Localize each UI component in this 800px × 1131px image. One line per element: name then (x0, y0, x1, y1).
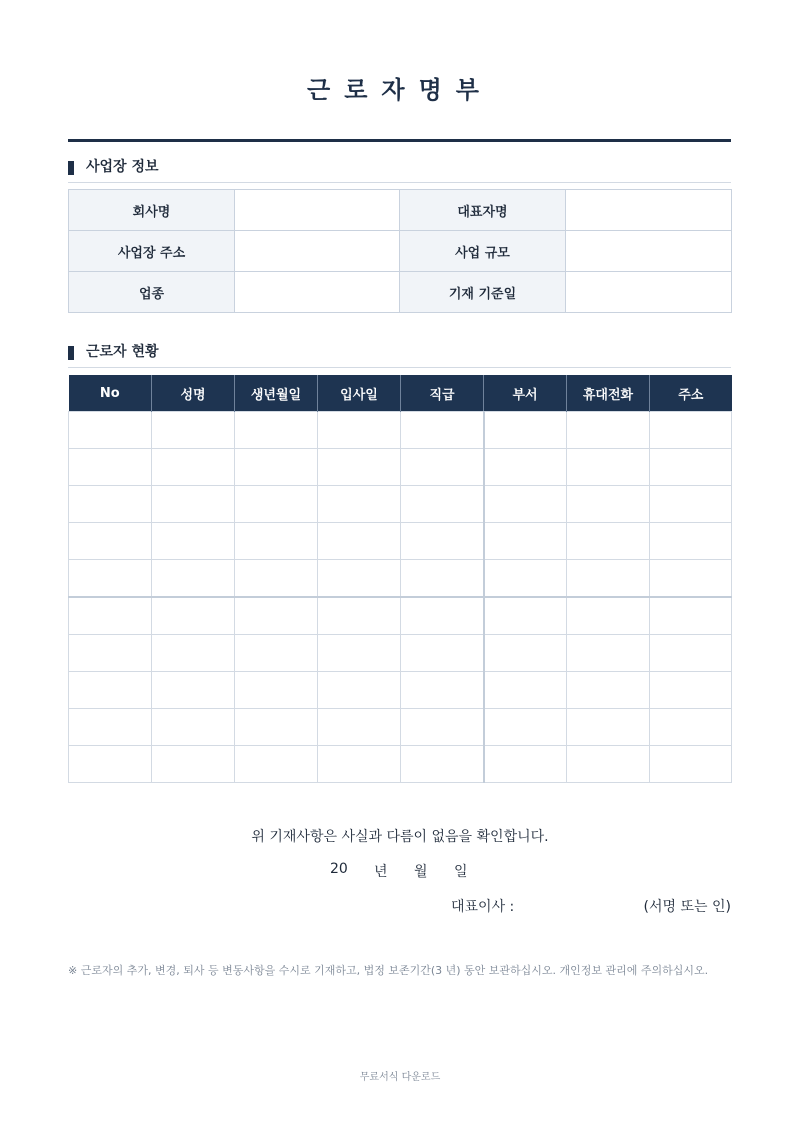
table-cell[interactable] (318, 746, 401, 783)
table-cell[interactable] (650, 746, 732, 783)
info-row (69, 190, 732, 231)
column-header: 직급 (401, 375, 484, 412)
table-cell[interactable] (484, 412, 567, 449)
title-divider (68, 139, 731, 142)
table-cell[interactable] (401, 449, 484, 486)
table-cell[interactable] (484, 635, 567, 672)
table-cell[interactable] (567, 635, 650, 672)
table-cell[interactable] (401, 635, 484, 672)
signer-label: 대표이사 : (451, 899, 515, 915)
table-header-row (69, 375, 732, 412)
table-cell[interactable] (152, 746, 235, 783)
table-row (69, 449, 732, 486)
section-heading-employees (68, 343, 731, 368)
table-cell[interactable] (235, 560, 318, 598)
table-cell[interactable] (401, 412, 484, 449)
table-cell[interactable] (69, 449, 152, 486)
month-unit: 월 (414, 864, 428, 880)
table-row (69, 597, 732, 635)
column-header: 부서 (484, 375, 567, 412)
table-cell[interactable] (318, 709, 401, 746)
section-marker (68, 161, 74, 175)
table-cell[interactable] (650, 597, 732, 635)
table-cell[interactable] (69, 746, 152, 783)
table-cell[interactable] (318, 597, 401, 635)
table-cell[interactable] (567, 523, 650, 560)
table-row (69, 486, 732, 523)
table-cell[interactable] (69, 523, 152, 560)
table-cell[interactable] (235, 523, 318, 560)
day-unit: 일 (454, 864, 468, 880)
table-cell[interactable] (401, 746, 484, 783)
table-cell[interactable] (69, 412, 152, 449)
table-cell[interactable] (235, 597, 318, 635)
table-cell[interactable] (152, 523, 235, 560)
column-header: 성명 (152, 375, 235, 412)
table-cell[interactable] (484, 486, 567, 523)
table-cell[interactable] (152, 672, 235, 709)
table-cell[interactable] (69, 672, 152, 709)
section-heading-workplace (68, 158, 731, 183)
workplace-address-field[interactable] (235, 231, 400, 272)
table-cell[interactable] (69, 597, 152, 635)
table-cell[interactable] (484, 523, 567, 560)
table-cell[interactable] (318, 635, 401, 672)
column-header: 입사일 (318, 375, 401, 412)
table-cell[interactable] (484, 597, 567, 635)
table-cell[interactable] (567, 709, 650, 746)
representative-name-field[interactable] (566, 190, 732, 231)
table-cell[interactable] (401, 672, 484, 709)
table-cell[interactable] (650, 635, 732, 672)
year-prefix: 20 (330, 861, 348, 877)
table-row (69, 746, 732, 783)
table-row (69, 523, 732, 560)
section-title: 근로자 현황 (86, 344, 159, 360)
table-cell[interactable] (152, 560, 235, 598)
info-row (69, 272, 732, 313)
table-cell[interactable] (152, 709, 235, 746)
info-label: 업종 (69, 272, 235, 313)
table-cell[interactable] (650, 709, 732, 746)
table-row (69, 412, 732, 449)
table-cell[interactable] (650, 672, 732, 709)
table-cell[interactable] (152, 449, 235, 486)
table-cell[interactable] (152, 486, 235, 523)
table-cell[interactable] (650, 560, 732, 598)
industry-field[interactable] (235, 272, 400, 313)
business-size-field[interactable] (566, 231, 732, 272)
info-label: 대표자명 (400, 190, 566, 231)
info-row (69, 231, 732, 272)
info-label: 회사명 (69, 190, 235, 231)
table-cell[interactable] (152, 412, 235, 449)
table-cell[interactable] (318, 523, 401, 560)
table-cell[interactable] (401, 560, 484, 598)
confirmation-statement: 위 기재사항은 사실과 다름이 없음을 확인합니다. (251, 829, 549, 845)
table-cell[interactable] (401, 486, 484, 523)
table-cell[interactable] (650, 523, 732, 560)
employee-table (68, 375, 732, 783)
table-cell[interactable] (318, 672, 401, 709)
table-cell[interactable] (567, 449, 650, 486)
table-cell[interactable] (484, 746, 567, 783)
table-cell[interactable] (235, 709, 318, 746)
table-cell[interactable] (235, 746, 318, 783)
info-label: 사업장 주소 (69, 231, 235, 272)
section-marker (68, 346, 74, 360)
workplace-info-table (68, 189, 732, 313)
footer-text: 무료서식 다운로드 (359, 1072, 441, 1083)
table-cell[interactable] (401, 523, 484, 560)
table-row (69, 635, 732, 672)
employee-table-body (69, 412, 732, 783)
table-cell[interactable] (567, 672, 650, 709)
document-title: 근로자명부 (307, 76, 493, 104)
table-cell[interactable] (69, 709, 152, 746)
reference-date-field[interactable] (566, 272, 732, 313)
signature-hint: (서명 또는 인) (643, 899, 731, 915)
table-cell[interactable] (235, 635, 318, 672)
company-name-field[interactable] (235, 190, 400, 231)
column-header: 주소 (650, 375, 732, 412)
table-cell[interactable] (152, 635, 235, 672)
column-header: No (69, 375, 152, 412)
date-line (330, 861, 490, 881)
table-cell[interactable] (235, 449, 318, 486)
table-cell[interactable] (567, 746, 650, 783)
table-cell[interactable] (567, 486, 650, 523)
table-row (69, 560, 732, 598)
table-cell[interactable] (235, 486, 318, 523)
table-cell[interactable] (484, 449, 567, 486)
table-cell[interactable] (152, 597, 235, 635)
section-title: 사업장 정보 (86, 159, 159, 175)
table-cell[interactable] (318, 486, 401, 523)
table-cell[interactable] (567, 560, 650, 598)
table-cell[interactable] (69, 635, 152, 672)
table-cell[interactable] (484, 709, 567, 746)
table-row (69, 709, 732, 746)
table-cell[interactable] (650, 449, 732, 486)
column-header: 휴대전화 (567, 375, 650, 412)
table-cell[interactable] (69, 560, 152, 598)
table-cell[interactable] (401, 709, 484, 746)
table-cell[interactable] (484, 560, 567, 598)
table-cell[interactable] (650, 412, 732, 449)
table-cell[interactable] (235, 412, 318, 449)
table-cell[interactable] (484, 672, 567, 709)
retention-note: ※ 근로자의 추가, 변경, 퇴사 등 변동사항을 수시로 기재하고, 법정 보존기간(3 년) 동안 보관하십시오. 개인정보 관리에 주의하십시오. (68, 964, 709, 977)
info-label: 사업 규모 (400, 231, 566, 272)
table-cell[interactable] (650, 486, 732, 523)
info-label: 기재 기준일 (400, 272, 566, 313)
table-cell[interactable] (567, 412, 650, 449)
table-cell[interactable] (318, 560, 401, 598)
column-header: 생년월일 (235, 375, 318, 412)
year-unit: 년 (374, 864, 388, 880)
table-cell[interactable] (318, 412, 401, 449)
table-cell[interactable] (235, 672, 318, 709)
table-row (69, 672, 732, 709)
table-cell[interactable] (567, 597, 650, 635)
table-cell[interactable] (318, 449, 401, 486)
table-cell[interactable] (69, 486, 152, 523)
table-cell[interactable] (401, 597, 484, 635)
